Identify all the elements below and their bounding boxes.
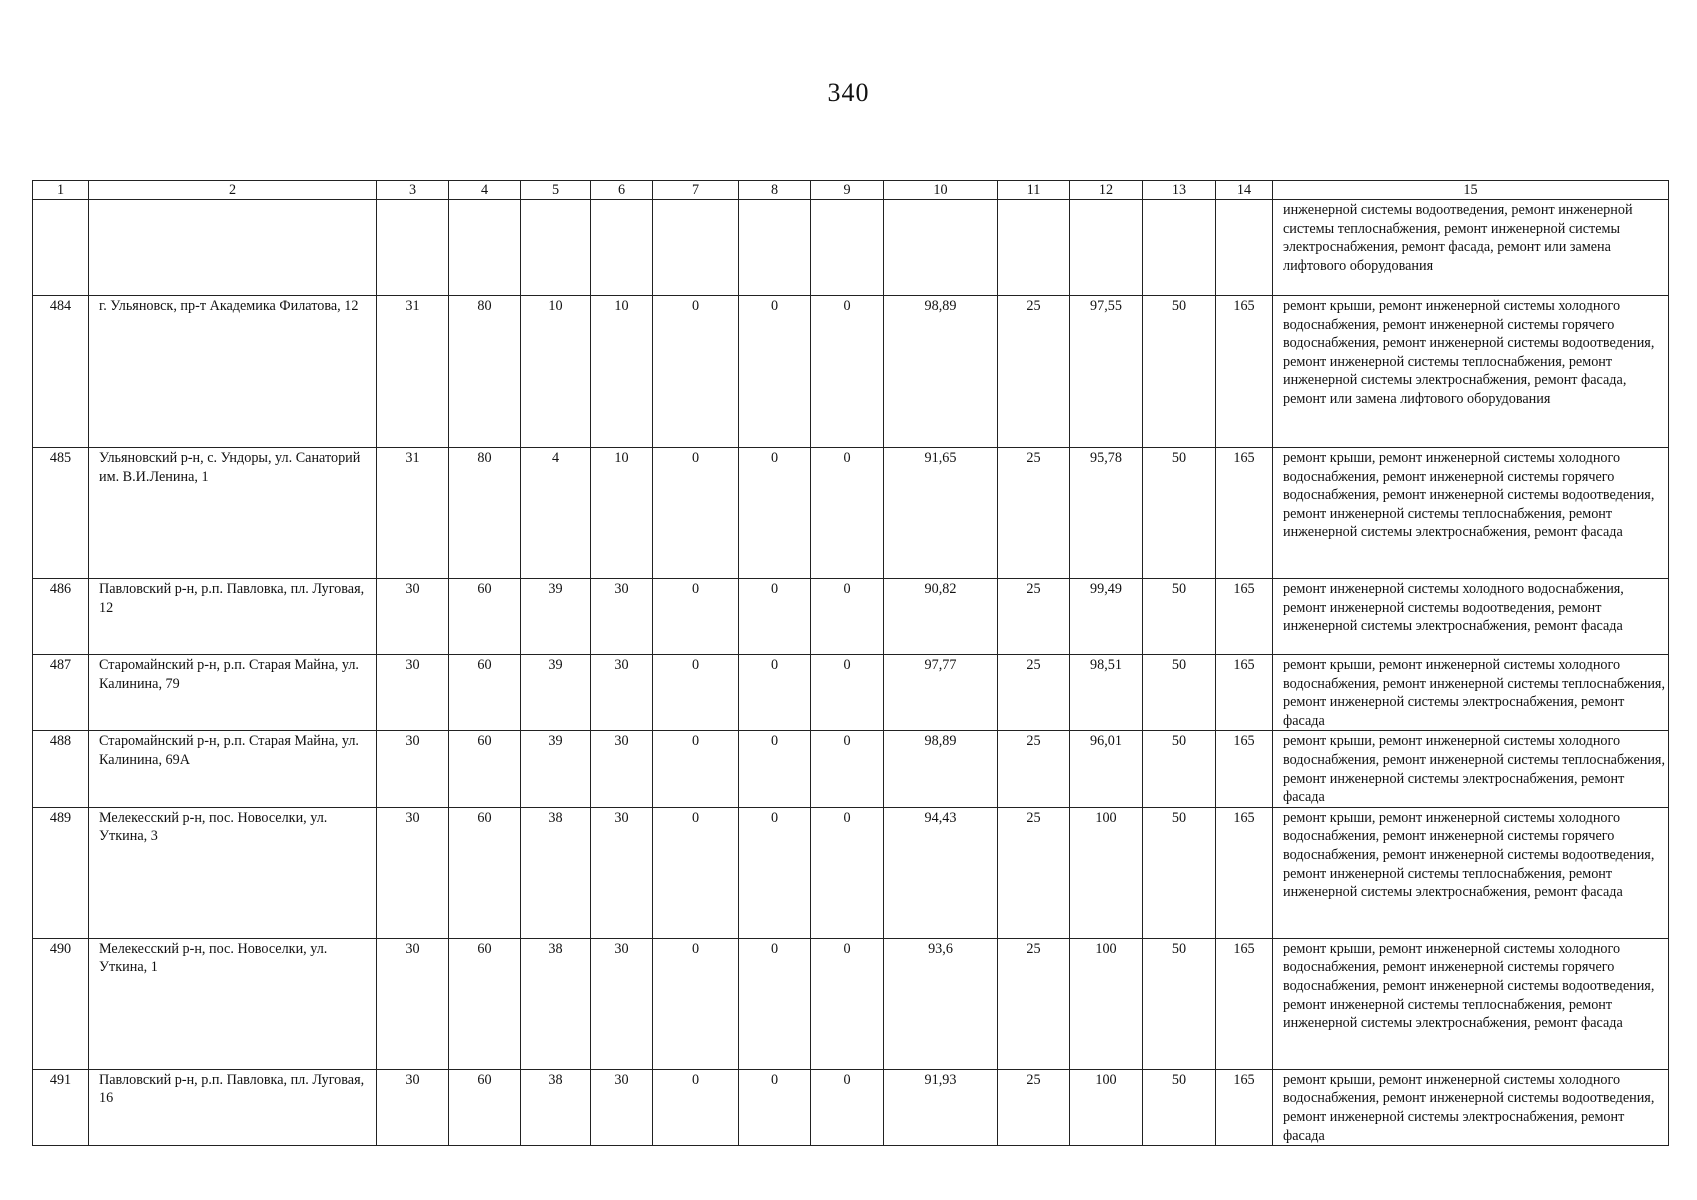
table-cell: 91,93 (884, 1069, 998, 1145)
table-cell: 38 (521, 938, 591, 1069)
table-cell: 39 (521, 731, 591, 807)
address-cell: Павловский р-н, р.п. Павловка, пл. Луговая, 12 (89, 579, 377, 655)
table-cell: 30 (591, 655, 653, 731)
address-cell: Мелекесский р-н, пос. Новоселки, ул. Уткина, 3 (89, 807, 377, 938)
table-cell: 0 (653, 579, 739, 655)
row-number: 489 (33, 807, 89, 938)
address-cell: Павловский р-н, р.п. Павловка, пл. Луговая, 16 (89, 1069, 377, 1145)
table-cell: 90,82 (884, 579, 998, 655)
table-cell: 0 (739, 807, 811, 938)
table-cell: 99,49 (1070, 579, 1143, 655)
table-cell: 10 (591, 296, 653, 448)
table-row (33, 807, 1669, 938)
column-number-row (33, 181, 1669, 200)
table-row (33, 448, 1669, 579)
column-header: 4 (449, 181, 521, 200)
table-cell: 50 (1143, 731, 1216, 807)
table-cell: 165 (1216, 448, 1273, 579)
table-cell: 30 (591, 731, 653, 807)
table-cell: 0 (739, 731, 811, 807)
row-number: 486 (33, 579, 89, 655)
table-cell (739, 200, 811, 296)
table-cell: 25 (998, 448, 1070, 579)
table-cell: 165 (1216, 938, 1273, 1069)
table-cell: 0 (739, 655, 811, 731)
table-row (33, 1069, 1669, 1145)
table-cell: 98,89 (884, 296, 998, 448)
row-number: 487 (33, 655, 89, 731)
table-cell: 0 (653, 448, 739, 579)
table-cell: 165 (1216, 296, 1273, 448)
table-cell: 60 (449, 938, 521, 1069)
table-cell: 30 (377, 655, 449, 731)
table-cell: 60 (449, 731, 521, 807)
works-cell: ремонт крыши, ремонт инженерной системы холодного водоснабжения, ремонт инженерной системы теплоснабжения, ремонт инженерной системы электроснабжения, ремонт фасада (1273, 731, 1669, 807)
table-cell: 50 (1143, 579, 1216, 655)
table-cell: 98,51 (1070, 655, 1143, 731)
table-cell: 30 (591, 579, 653, 655)
table-cell: 165 (1216, 579, 1273, 655)
column-header: 12 (1070, 181, 1143, 200)
table-cell: 30 (591, 1069, 653, 1145)
table-cell: 93,6 (884, 938, 998, 1069)
table-cell: 0 (653, 1069, 739, 1145)
works-cell: инженерной системы водоотведения, ремонт инженерной системы теплоснабжения, ремонт инженерной системы электроснабжения, ремонт фасада, ремонт или замена лифтового оборудования (1273, 200, 1669, 296)
column-header: 5 (521, 181, 591, 200)
table-cell: 30 (591, 807, 653, 938)
table-cell (521, 200, 591, 296)
repair-program-table (32, 180, 1669, 1146)
table-cell: 25 (998, 1069, 1070, 1145)
column-header: 14 (1216, 181, 1273, 200)
table-cell: 100 (1070, 1069, 1143, 1145)
table-cell: 0 (811, 296, 884, 448)
table-cell: 25 (998, 579, 1070, 655)
table-cell: 0 (653, 731, 739, 807)
row-number: 488 (33, 731, 89, 807)
table-cell (449, 200, 521, 296)
works-cell: ремонт крыши, ремонт инженерной системы холодного водоснабжения, ремонт инженерной системы горячего водоснабжения, ремонт инженерной системы водоотведения, ремонт инженерной системы теплоснабжения, ремонт инженерной системы электроснабжения, ремонт фасада (1273, 807, 1669, 938)
table-cell (89, 200, 377, 296)
table-cell (884, 200, 998, 296)
column-header: 15 (1273, 181, 1669, 200)
table-cell: 0 (739, 1069, 811, 1145)
table-cell: 100 (1070, 807, 1143, 938)
row-number: 490 (33, 938, 89, 1069)
table-cell: 95,78 (1070, 448, 1143, 579)
table-cell: 60 (449, 655, 521, 731)
table-cell: 50 (1143, 807, 1216, 938)
table-cell: 0 (811, 731, 884, 807)
table-row (33, 938, 1669, 1069)
page-number: 340 (827, 78, 870, 107)
table-cell: 97,55 (1070, 296, 1143, 448)
table-cell: 38 (521, 1069, 591, 1145)
table-cell: 0 (811, 579, 884, 655)
address-cell: г. Ульяновск, пр-т Академика Филатова, 12 (89, 296, 377, 448)
table-cell: 25 (998, 655, 1070, 731)
table-cell: 25 (998, 807, 1070, 938)
table-cell: 0 (811, 655, 884, 731)
table-cell: 60 (449, 807, 521, 938)
table-cell: 80 (449, 448, 521, 579)
table-cell (33, 200, 89, 296)
column-header: 6 (591, 181, 653, 200)
table-cell (653, 200, 739, 296)
table-cell: 0 (811, 1069, 884, 1145)
address-cell: Мелекесский р-н, пос. Новоселки, ул. Уткина, 1 (89, 938, 377, 1069)
row-number: 484 (33, 296, 89, 448)
table-cell: 0 (653, 296, 739, 448)
table-cell: 30 (377, 938, 449, 1069)
table-cell: 10 (521, 296, 591, 448)
table-cell: 30 (591, 938, 653, 1069)
table-cell: 0 (739, 448, 811, 579)
table-cell: 100 (1070, 938, 1143, 1069)
table-cell: 0 (811, 448, 884, 579)
table-cell: 0 (811, 807, 884, 938)
table-cell (1216, 200, 1273, 296)
table-cell: 60 (449, 1069, 521, 1145)
table-cell (811, 200, 884, 296)
table-cell: 165 (1216, 731, 1273, 807)
table-cell: 50 (1143, 1069, 1216, 1145)
column-header: 13 (1143, 181, 1216, 200)
table-cell: 50 (1143, 296, 1216, 448)
table-row (33, 296, 1669, 448)
table-cell: 25 (998, 731, 1070, 807)
table-cell: 91,65 (884, 448, 998, 579)
table-cell (591, 200, 653, 296)
table-cell: 30 (377, 1069, 449, 1145)
table-cell: 80 (449, 296, 521, 448)
address-cell: Старомайнский р-н, р.п. Старая Майна, ул. Калинина, 69А (89, 731, 377, 807)
table-cell (998, 200, 1070, 296)
table-cell: 10 (591, 448, 653, 579)
table-cell: 25 (998, 296, 1070, 448)
works-cell: ремонт крыши, ремонт инженерной системы холодного водоснабжения, ремонт инженерной системы горячего водоснабжения, ремонт инженерной системы водоотведения, ремонт инженерной системы теплоснабжения, ремонт инженерной системы электроснабжения, ремонт фасада, ремонт или замена лифтового оборудования (1273, 296, 1669, 448)
column-header: 8 (739, 181, 811, 200)
table-cell: 30 (377, 731, 449, 807)
table-row (33, 655, 1669, 731)
table-cell: 98,89 (884, 731, 998, 807)
table-cell: 31 (377, 448, 449, 579)
table-cell: 0 (653, 807, 739, 938)
table-cell: 25 (998, 938, 1070, 1069)
table-cell: 39 (521, 579, 591, 655)
row-number: 491 (33, 1069, 89, 1145)
row-number: 485 (33, 448, 89, 579)
works-cell: ремонт инженерной системы холодного водоснабжения, ремонт инженерной системы водоотведения, ремонт инженерной системы электроснабжения, ремонт фасада (1273, 579, 1669, 655)
table-cell: 50 (1143, 655, 1216, 731)
table-cell: 165 (1216, 1069, 1273, 1145)
works-cell: ремонт крыши, ремонт инженерной системы холодного водоснабжения, ремонт инженерной системы водоотведения, ремонт инженерной системы электроснабжения, ремонт фасада (1273, 1069, 1669, 1145)
table-cell: 165 (1216, 807, 1273, 938)
column-header: 1 (33, 181, 89, 200)
table-cell (1143, 200, 1216, 296)
table-cell: 165 (1216, 655, 1273, 731)
table-cell: 0 (653, 938, 739, 1069)
table-cell: 0 (739, 938, 811, 1069)
table-cell (1070, 200, 1143, 296)
table-cell (377, 200, 449, 296)
table-cell: 97,77 (884, 655, 998, 731)
table-row (33, 731, 1669, 807)
repair-program-table-wrap (32, 180, 1668, 1146)
table-cell: 50 (1143, 938, 1216, 1069)
column-header: 7 (653, 181, 739, 200)
column-header: 3 (377, 181, 449, 200)
table-cell: 0 (653, 655, 739, 731)
table-cell: 96,01 (1070, 731, 1143, 807)
address-cell: Старомайнский р-н, р.п. Старая Майна, ул. Калинина, 79 (89, 655, 377, 731)
works-cell: ремонт крыши, ремонт инженерной системы холодного водоснабжения, ремонт инженерной системы горячего водоснабжения, ремонт инженерной системы водоотведения, ремонт инженерной системы теплоснабжения, ремонт инженерной системы электроснабжения, ремонт фасада (1273, 938, 1669, 1069)
column-header: 9 (811, 181, 884, 200)
table-cell: 0 (739, 579, 811, 655)
table-cell: 0 (739, 296, 811, 448)
continuation-row (33, 200, 1669, 296)
table-cell: 4 (521, 448, 591, 579)
table-cell: 39 (521, 655, 591, 731)
address-cell: Ульяновский р-н, с. Ундоры, ул. Санаторий им. В.И.Ленина, 1 (89, 448, 377, 579)
column-header: 2 (89, 181, 377, 200)
table-cell: 30 (377, 807, 449, 938)
table-row (33, 579, 1669, 655)
works-cell: ремонт крыши, ремонт инженерной системы холодного водоснабжения, ремонт инженерной системы горячего водоснабжения, ремонт инженерной системы водоотведения, ремонт инженерной системы теплоснабжения, ремонт инженерной системы электроснабжения, ремонт фасада (1273, 448, 1669, 579)
table-cell: 0 (811, 938, 884, 1069)
table-cell: 60 (449, 579, 521, 655)
table-cell: 38 (521, 807, 591, 938)
column-header: 11 (998, 181, 1070, 200)
table-cell: 30 (377, 579, 449, 655)
table-cell: 50 (1143, 448, 1216, 579)
works-cell: ремонт крыши, ремонт инженерной системы холодного водоснабжения, ремонт инженерной системы теплоснабжения, ремонт инженерной системы электроснабжения, ремонт фасада (1273, 655, 1669, 731)
table-cell: 94,43 (884, 807, 998, 938)
column-header: 10 (884, 181, 998, 200)
table-cell: 31 (377, 296, 449, 448)
